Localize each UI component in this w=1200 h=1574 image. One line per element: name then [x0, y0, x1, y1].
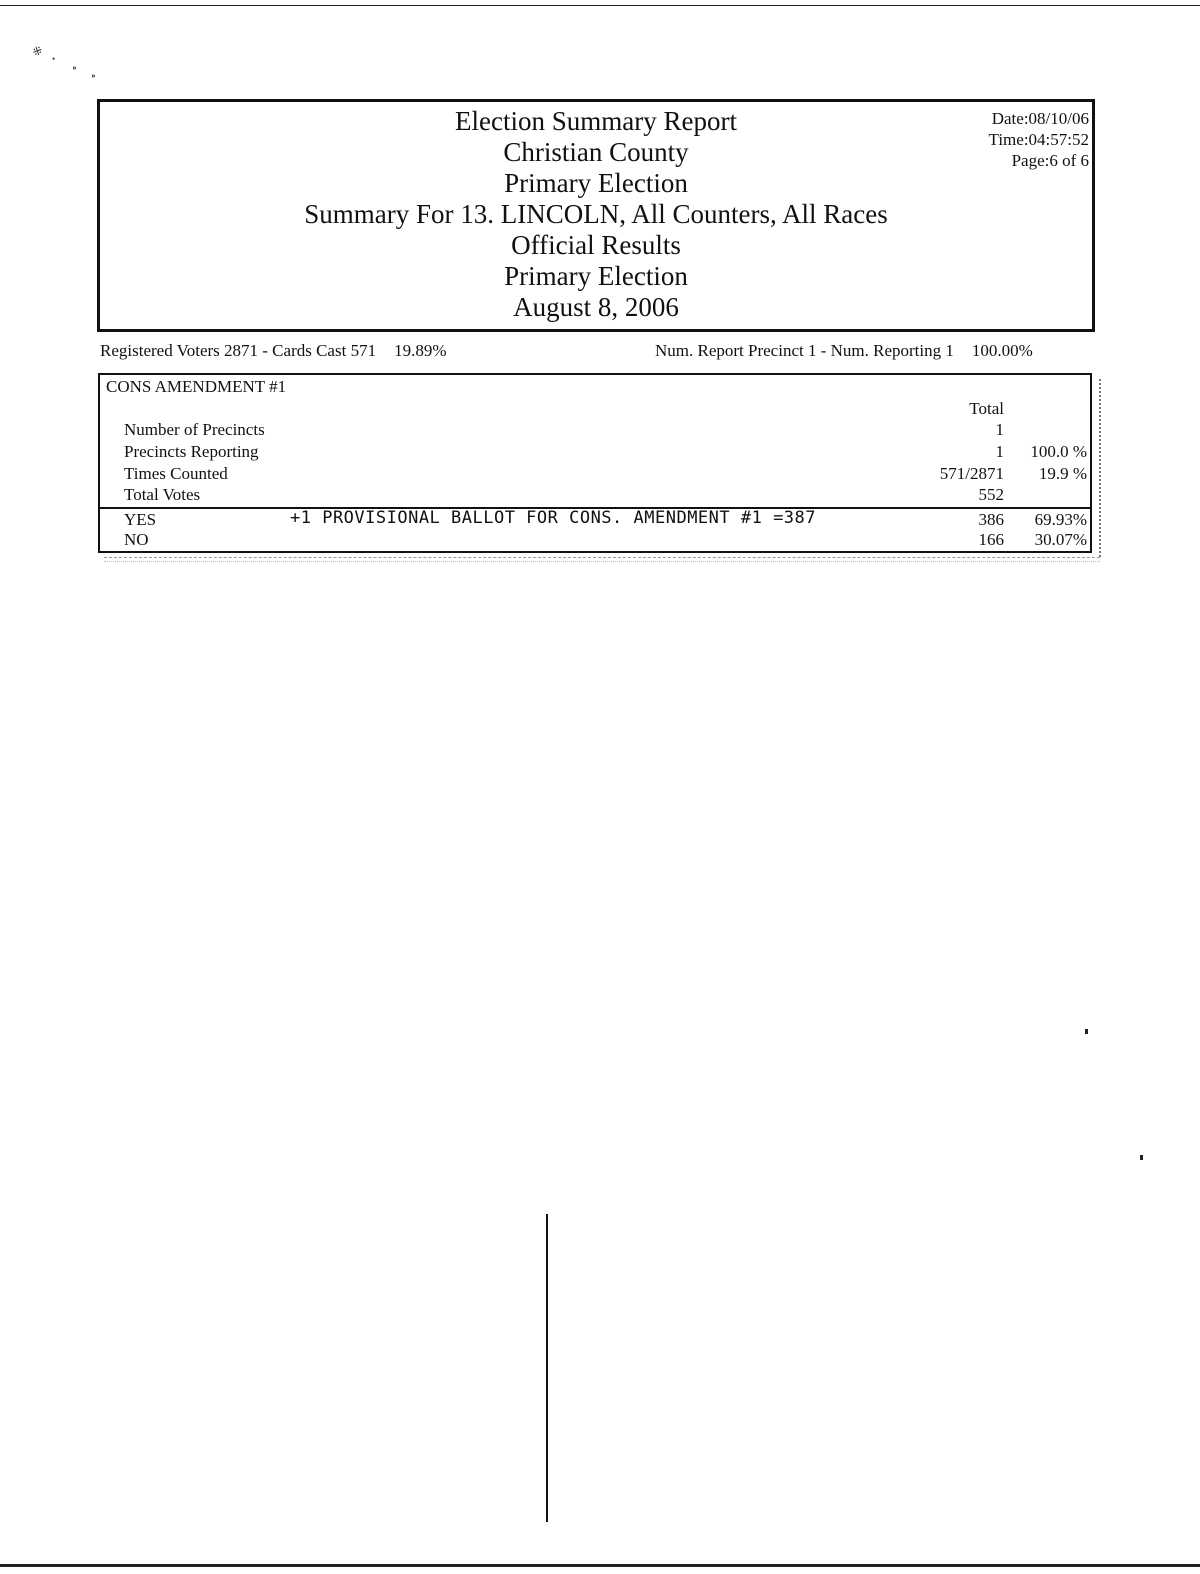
county-name: Christian County — [503, 137, 689, 167]
vertical-scan-line — [546, 1214, 548, 1522]
report-meta — [989, 108, 1089, 171]
choice-votes: 386 — [978, 510, 1004, 529]
bottom-scan-edge — [0, 1564, 1200, 1567]
choice-votes: 166 — [978, 530, 1004, 549]
choice-label: YES — [124, 510, 157, 529]
handwritten-annotation: +1 PROVISIONAL BALLOT FOR CONS. AMENDMENT #1 =387 — [290, 508, 817, 528]
precinct-report-stat — [655, 341, 1033, 361]
registered-voters-text: Registered Voters 2871 - Cards Cast 571 — [100, 341, 377, 360]
election-type: Primary Election — [504, 168, 688, 198]
row-percent: 100.0 % — [1030, 442, 1087, 461]
row-total: 571/2871 — [939, 464, 1004, 483]
choice-percent: 69.93% — [1034, 510, 1087, 529]
table-row — [100, 420, 1090, 442]
scan-mark: ⁍ — [91, 72, 96, 83]
election-type-repeat: Primary Election — [504, 261, 688, 291]
scan-mark: • — [52, 54, 56, 64]
report-title: Election Summary Report — [455, 106, 737, 136]
row-label: Times Counted — [124, 464, 228, 483]
race-results-box — [98, 373, 1092, 553]
scan-speck — [1085, 1029, 1088, 1034]
row-total: 1 — [995, 442, 1004, 461]
precinct-report-text: Num. Report Precinct 1 - Num. Reporting 1 — [655, 341, 954, 360]
choice-label: NO — [124, 530, 149, 549]
box-scan-artifact — [1094, 379, 1101, 557]
row-total: 1 — [995, 420, 1004, 439]
table-row — [100, 464, 1090, 486]
choice-percent: 30.07% — [1034, 530, 1087, 549]
total-column-header: Total — [969, 399, 1004, 418]
top-scan-edge — [0, 5, 1200, 6]
row-total: 552 — [978, 485, 1004, 504]
box-scan-artifact — [104, 557, 1100, 562]
summary-scope: Summary For 13. LINCOLN, All Counters, All Races — [304, 199, 888, 229]
turnout-percent: 19.89% — [394, 341, 447, 360]
report-title-block — [100, 106, 1092, 323]
choice-row-no — [100, 530, 1090, 552]
table-row — [100, 442, 1090, 464]
precinct-report-percent: 100.00% — [971, 341, 1033, 360]
report-date: Date:08/10/06 — [991, 109, 1089, 128]
results-status: Official Results — [511, 230, 681, 260]
report-time: Time:04:57:52 — [988, 130, 1089, 149]
scan-mark: ⁍ — [72, 64, 77, 75]
row-label: Precincts Reporting — [124, 442, 259, 461]
row-percent: 19.9 % — [1038, 464, 1087, 483]
scan-speck — [1140, 1155, 1143, 1160]
race-title: CONS AMENDMENT #1 — [106, 377, 287, 396]
election-date: August 8, 2006 — [513, 292, 679, 322]
registered-voters-stat — [100, 341, 447, 361]
page-number: Page:6 of 6 — [1011, 151, 1089, 170]
report-header-box — [97, 99, 1095, 332]
row-label: Total Votes — [124, 485, 201, 504]
row-label: Number of Precincts — [124, 420, 265, 439]
table-row — [100, 485, 1090, 507]
scan-mark: ※ — [29, 42, 45, 60]
